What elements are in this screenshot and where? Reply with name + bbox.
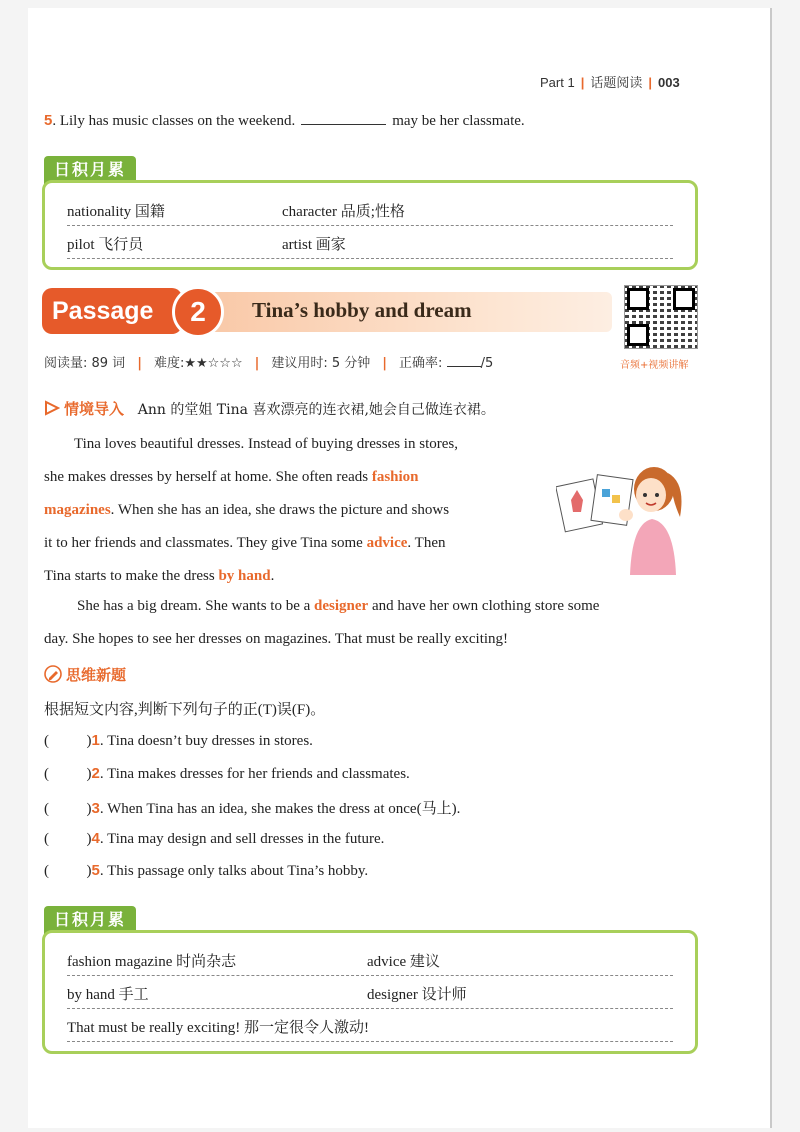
word-entry: fashion magazine 时尚杂志 bbox=[67, 954, 237, 970]
qr-finder bbox=[627, 288, 649, 310]
word-count: 阅读量: 89 词 bbox=[44, 356, 126, 371]
page-header: Part 1 | 话题阅读 | 003 bbox=[540, 75, 680, 90]
text-line: it to her friends and classmates. They give Tina some advice. Then bbox=[44, 535, 446, 551]
section-label: 话题阅读 bbox=[590, 75, 643, 90]
question-text: . This passage only talks about Tina’s hobby. bbox=[99, 863, 369, 879]
part-label: Part 1 bbox=[540, 75, 575, 90]
word-row bbox=[67, 978, 673, 1009]
vocab-highlight: designer bbox=[314, 598, 369, 614]
suggested-time: 建议用时: 5 分钟 bbox=[271, 356, 371, 371]
word-entry: That must be really exciting! 那一定很令人激动! bbox=[67, 1020, 370, 1036]
answer-paren[interactable]: ( ) bbox=[44, 733, 92, 749]
question-number: 1 bbox=[91, 732, 100, 749]
difficulty-label: 难度: bbox=[153, 356, 185, 371]
paragraph-1 bbox=[44, 428, 544, 593]
text-line: She has a big dream. She wants to be a designer and have her own clothing store some bbox=[77, 598, 600, 614]
vocab-highlight: magazines bbox=[44, 502, 111, 518]
answer-blank[interactable] bbox=[301, 112, 386, 125]
tf-item bbox=[44, 732, 704, 765]
tf-item bbox=[44, 862, 704, 895]
question-text-before: Lily has music classes on the weekend. bbox=[59, 113, 296, 129]
girl-reading-illustration bbox=[556, 455, 691, 580]
page-number: 003 bbox=[657, 75, 680, 90]
text-line: day. She hopes to see her dresses on magazines. That must be really exciting! bbox=[44, 631, 509, 647]
word-box-title: 日积月累 bbox=[44, 156, 136, 184]
word-entry: character 品质;性格 bbox=[282, 204, 405, 220]
thinking-label: 思维新题 bbox=[66, 666, 127, 684]
accuracy-blank[interactable] bbox=[447, 366, 481, 367]
question-number: 5 bbox=[44, 112, 53, 129]
word-entry: pilot 飞行员 bbox=[67, 237, 144, 253]
word-entry: advice 建议 bbox=[367, 954, 440, 970]
word-row bbox=[67, 945, 673, 976]
question-number: 4 bbox=[91, 829, 100, 847]
answer-paren[interactable]: ( ) bbox=[44, 801, 92, 817]
word-row bbox=[67, 195, 673, 226]
qr-caption: 音频+视频讲解 bbox=[620, 360, 689, 371]
answer-paren[interactable]: ( ) bbox=[44, 830, 92, 847]
word-box-1 bbox=[42, 180, 698, 270]
question-number: 2 bbox=[91, 764, 100, 782]
tf-item bbox=[44, 830, 704, 863]
pencil-icon bbox=[44, 665, 62, 683]
word-box-title: 日积月累 bbox=[44, 906, 136, 934]
word-row bbox=[67, 1011, 673, 1042]
intro-text: Ann 的堂姐 Tina 喜欢漂亮的连衣裙,她会自己做连衣裙。 bbox=[137, 402, 495, 418]
difficulty-stars-empty: ☆☆☆ bbox=[207, 356, 243, 371]
text-line: Tina loves beautiful dresses. Instead of buying dresses in stores, bbox=[74, 436, 458, 452]
text-line: Tina starts to make the dress by hand. bbox=[44, 568, 275, 584]
vocab-highlight: fashion bbox=[371, 469, 419, 485]
text-line: she makes dresses by herself at home. She often reads fashion bbox=[44, 469, 419, 485]
question-number: 5 bbox=[91, 862, 100, 879]
question-text: . When Tina has an idea, she makes the dress at once(马上). bbox=[99, 801, 461, 817]
question-number: 3 bbox=[91, 800, 100, 817]
intro bbox=[44, 398, 495, 419]
answer-paren[interactable]: ( ) bbox=[44, 863, 92, 879]
intro-label: 情境导入 bbox=[64, 400, 125, 418]
qr-finder bbox=[673, 288, 695, 310]
passage-meta: 阅读量: 89 词 | 难度:★★☆☆☆ | 建议用时: 5 分钟 | 正确率: /5 bbox=[44, 356, 494, 371]
paragraph-2 bbox=[44, 590, 704, 656]
word-entry: artist 画家 bbox=[282, 237, 346, 253]
vocab-highlight: by hand bbox=[218, 568, 271, 584]
word-row bbox=[67, 228, 673, 259]
thinking-header bbox=[44, 664, 126, 685]
qr-code[interactable] bbox=[624, 285, 698, 349]
text-line: magazines. When she has an idea, she draws the picture and shows bbox=[44, 502, 450, 518]
word-entry: by hand 手工 bbox=[67, 987, 149, 1003]
passage-banner bbox=[42, 288, 614, 336]
question-text: . Tina doesn’t buy dresses in stores. bbox=[99, 733, 313, 749]
answer-paren[interactable]: ( ) bbox=[44, 765, 92, 782]
prev-question: 5. Lily has music classes on the weekend. may be her classmate. bbox=[44, 112, 525, 129]
accuracy-label: 正确率: bbox=[399, 356, 443, 371]
word-box-2 bbox=[42, 930, 698, 1054]
question-text-after: may be her classmate. bbox=[392, 113, 525, 129]
tf-item bbox=[44, 797, 704, 830]
question-text: . Tina may design and sell dresses in the future. bbox=[99, 830, 385, 847]
word-entry: nationality 国籍 bbox=[67, 204, 165, 220]
word-entry: designer 设计师 bbox=[367, 987, 467, 1003]
thinking-instruction: 根据短文内容,判断下列句子的正(T)误(F)。 bbox=[44, 702, 326, 718]
difficulty-stars-filled: ★★ bbox=[184, 356, 208, 371]
vocab-highlight: advice bbox=[366, 535, 408, 551]
tf-item bbox=[44, 765, 704, 798]
question-text: . Tina makes dresses for her friends and classmates. bbox=[99, 765, 410, 782]
tf-questions bbox=[44, 732, 704, 895]
passage-label: Passage bbox=[42, 288, 182, 334]
accuracy-total: /5 bbox=[480, 356, 494, 371]
play-triangle-icon bbox=[44, 400, 60, 416]
passage-number: 2 bbox=[172, 286, 224, 338]
qr-finder bbox=[627, 324, 649, 346]
passage-title: Tina’s hobby and dream bbox=[252, 298, 472, 322]
